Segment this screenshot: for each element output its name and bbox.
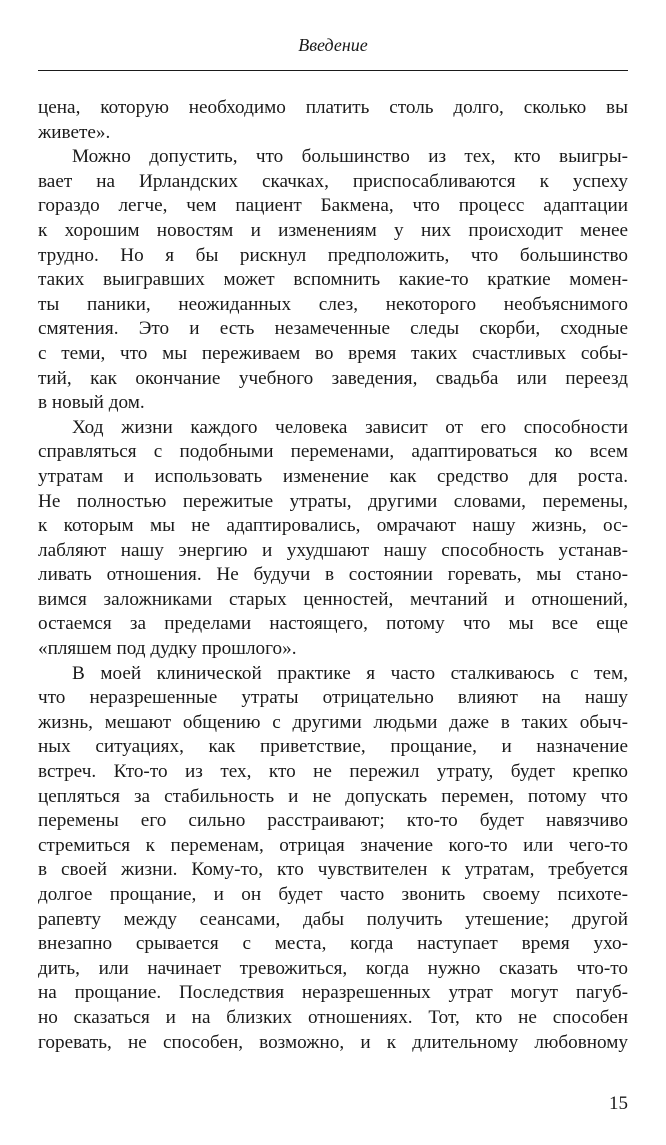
- text-line: цепляться за стабильность и не допускать перемен, потому что: [38, 785, 628, 807]
- text-line: жизнь, мешают общению с другими людьми даже в таких обыч-: [38, 711, 628, 733]
- text-line: справляться с подобными переменами, адаптироваться ко всем: [38, 441, 628, 463]
- page-number: 15: [609, 1093, 628, 1114]
- text-line: живете».: [38, 121, 111, 143]
- text-line: в своей жизни. Кому-то, кто чувствителен к утратам, требуется: [38, 859, 628, 881]
- text-line: остаемся за пределами настоящего, потому что мы все еще: [38, 613, 628, 635]
- text-line: смятения. Это и есть незамеченные следы скорби, сходные: [38, 318, 628, 340]
- text-line: Не полностью пережитые утраты, другими словами, перемены,: [38, 490, 628, 512]
- text-line: к хорошим новостям и изменениям у них происходит менее: [38, 219, 628, 241]
- text-line: перемены его сильно расстраивают; кто-то будет навязчиво: [38, 810, 628, 832]
- text-line: ных ситуациях, как приветствие, прощание, и назначение: [38, 736, 628, 758]
- text-line: стремиться к переменам, отрицая значение кого-то или чего-то: [38, 834, 628, 856]
- paragraph-continuation: [38, 96, 628, 145]
- text-line: встреч. Кто-то из тех, кто не пережил утрату, будет крепко: [38, 761, 628, 783]
- text-line: ты паники, неожиданных слез, некоторого необъяснимого: [38, 293, 628, 315]
- text-line: рапевту между сеансами, дабы получить утешение; другой: [38, 908, 628, 930]
- text-line: в новый дом.: [38, 392, 145, 414]
- text-line: утратам и использовать изменение как средство для роста.: [38, 465, 628, 487]
- text-line: В моей клинической практике я часто сталкиваюсь с тем,: [72, 662, 628, 684]
- text-line: внезапно срывается с места, когда наступает время ухо-: [38, 933, 628, 955]
- text-line: что неразрешенные утраты отрицательно влияют на нашу: [38, 687, 628, 709]
- text-line: таких выигравших может вспомнить какие-то краткие момен-: [38, 269, 628, 291]
- text-line: к которым мы не адаптировались, омрачают нашу жизнь, ос-: [38, 515, 628, 537]
- text-line: на прощание. Последствия неразрешенных утрат могут пагуб-: [38, 982, 628, 1004]
- text-line: «пляшем под дудку прошлого».: [38, 638, 297, 660]
- text-line: вимся заложниками старых ценностей, мечтаний и отношений,: [38, 588, 628, 610]
- paragraph: [38, 662, 628, 1056]
- text-line: ливать отношения. Не будучи в состоянии горевать, мы стано-: [38, 564, 628, 586]
- text-line: но сказаться и на близких отношениях. Тот, кто не способен: [38, 1006, 628, 1028]
- text-line: Можно допустить, что большинство из тех, кто выигры-: [72, 146, 628, 168]
- text-line: лабляют нашу энергию и ухудшают нашу способность устанав-: [38, 539, 628, 561]
- text-line: цена, которую необходимо платить столь долго, сколько вы: [38, 97, 628, 118]
- paragraph: [38, 416, 628, 662]
- text-line: гораздо легче, чем пациент Бакмена, что процесс адаптации: [38, 195, 628, 217]
- running-head: Введение: [298, 35, 368, 55]
- text-line: с теми, что мы переживаем во время таких счастливых собы-: [38, 342, 628, 364]
- text-line: Ход жизни каждого человека зависит от его способности: [72, 416, 628, 438]
- text-line: тий, как окончание учебного заведения, свадьба или переезд: [38, 367, 628, 389]
- text-line: вает на Ирландских скачках, приспосабливаются к успеху: [38, 170, 628, 192]
- text-line: долгое прощание, и он будет часто звонить своему психоте-: [38, 884, 628, 905]
- text-line: трудно. Но я бы рискнул предположить, что большинство: [38, 244, 628, 266]
- text-line: дить, или начинает тревожиться, когда нужно сказать что-то: [38, 957, 628, 979]
- text-line: горевать, не способен, возможно, и к длительному любовному: [38, 1031, 628, 1053]
- body-text: [38, 96, 628, 1055]
- header-rule: [38, 70, 628, 71]
- paragraph: [38, 145, 628, 416]
